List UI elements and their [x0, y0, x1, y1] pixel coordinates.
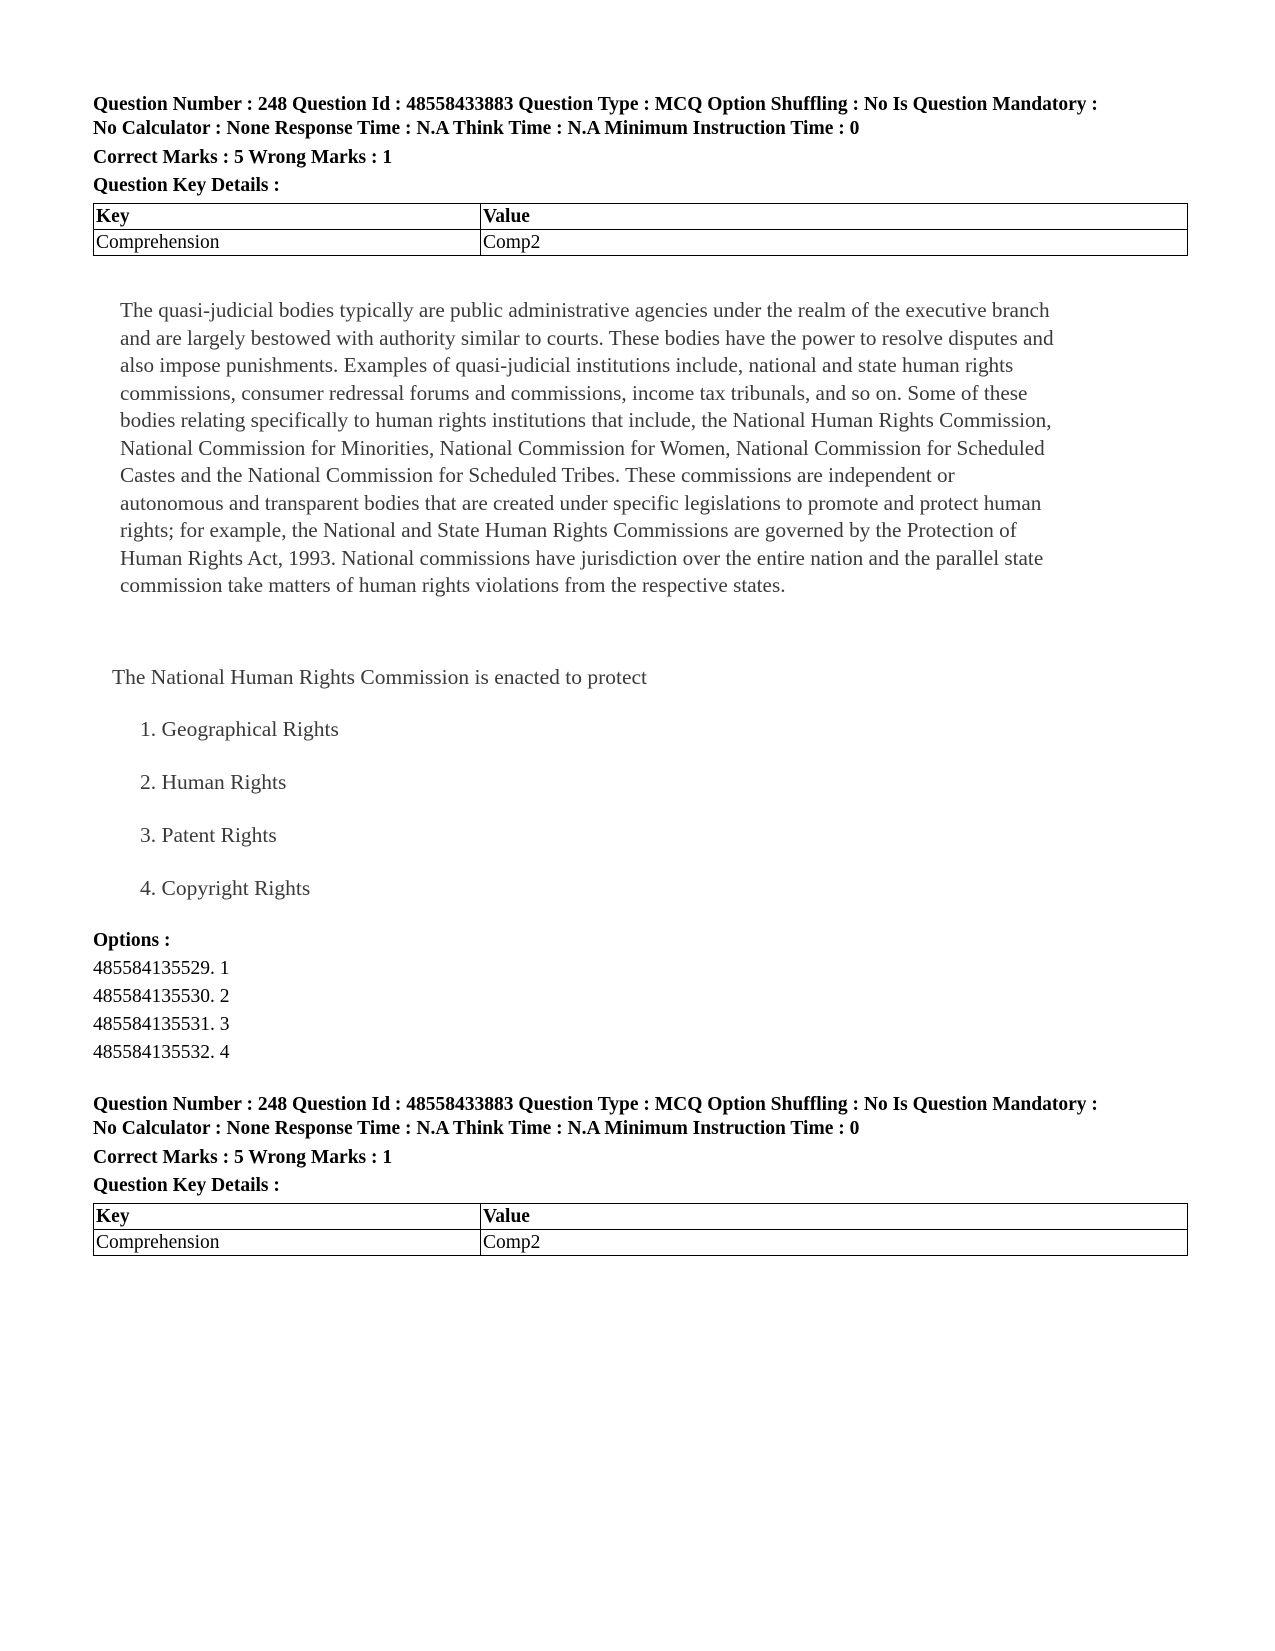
table-row: [94, 1230, 1188, 1256]
table-row: [94, 230, 1188, 256]
option-item: 485584135532. 4: [93, 1042, 230, 1063]
marks-line: Correct Marks : 5 Wrong Marks : 1: [93, 1147, 393, 1168]
passage-line: rights; for example, the National and State Human Rights Commissions are governed by the Protection of: [120, 518, 1017, 542]
question-meta-line-1: Question Number : 248 Question Id : 48558433883 Question Type : MCQ Option Shuffling : No Is Question Mandatory :: [93, 94, 1098, 115]
key-value-table: [93, 1203, 1188, 1256]
key-details-label: Question Key Details :: [93, 1175, 280, 1196]
table-cell-key: Comprehension: [94, 1230, 481, 1256]
passage-line: Castes and the National Commission for Scheduled Tribes. These commissions are independent or: [120, 463, 955, 487]
question-header-block-2: [93, 1093, 1183, 1256]
question-meta: [93, 1093, 1183, 1141]
option-item: 485584135529. 1: [93, 958, 230, 979]
table-header-value: Value: [481, 204, 1188, 230]
question-meta-line-2: No Calculator : None Response Time : N.A Think Time : N.A Minimum Instruction Time : 0: [93, 118, 860, 139]
passage-line: bodies relating specifically to human rights institutions that include, the National Human Rights Commission,: [120, 408, 1052, 432]
table-cell-value: Comp2: [481, 1230, 1188, 1256]
passage-line: also impose punishments. Examples of quasi-judicial institutions include, national and state human rights: [120, 353, 1014, 377]
table-header-row: [94, 204, 1188, 230]
comprehension-passage: [120, 297, 1170, 600]
passage-line: The quasi-judicial bodies typically are public administrative agencies under the realm of the executive branch: [120, 298, 1050, 322]
table-cell-key: Comprehension: [94, 230, 481, 256]
passage-line: commission take matters of human rights violations from the respective states.: [120, 573, 786, 597]
question-meta-line-2: No Calculator : None Response Time : N.A Think Time : N.A Minimum Instruction Time : 0: [93, 1118, 860, 1139]
key-value-table: [93, 203, 1188, 256]
options-label: Options :: [93, 930, 171, 951]
table-header-row: [94, 1204, 1188, 1230]
question-text: The National Human Rights Commission is enacted to protect: [112, 665, 648, 689]
question-choice-2: 2. Human Rights: [140, 770, 287, 794]
key-details-label: Question Key Details :: [93, 175, 280, 196]
passage-line: autonomous and transparent bodies that are created under specific legislations to promote and protect human: [120, 490, 1042, 515]
table-header-key: Key: [94, 204, 481, 230]
question-choice-1: 1. Geographical Rights: [140, 717, 339, 741]
passage-line: and are largely bestowed with authority similar to courts. These bodies have the power to resolve disputes and: [120, 325, 1054, 350]
options-list: [93, 927, 230, 1067]
option-item: 485584135531. 3: [93, 1014, 230, 1035]
option-item: 485584135530. 2: [93, 986, 230, 1007]
table-cell-value: Comp2: [481, 230, 1188, 256]
table-header-key: Key: [94, 1204, 481, 1230]
question-choice-3: 3. Patent Rights: [140, 823, 277, 847]
marks-line: Correct Marks : 5 Wrong Marks : 1: [93, 147, 393, 168]
question-header-block-1: [93, 93, 1183, 256]
question-meta-line-1: Question Number : 248 Question Id : 48558433883 Question Type : MCQ Option Shuffling : No Is Question Mandatory :: [93, 1094, 1098, 1115]
table-header-value: Value: [481, 1204, 1188, 1230]
question-choice-4: 4. Copyright Rights: [140, 876, 311, 900]
question-meta: [93, 93, 1183, 141]
passage-line: Human Rights Act, 1993. National commissions have jurisdiction over the entire nation and the parallel state: [120, 545, 1044, 570]
passage-line: National Commission for Minorities, National Commission for Women, National Commission for Scheduled: [120, 435, 1045, 460]
passage-line: commissions, consumer redressal forums and commissions, income tax tribunals, and so on. Some of these: [120, 380, 1028, 405]
